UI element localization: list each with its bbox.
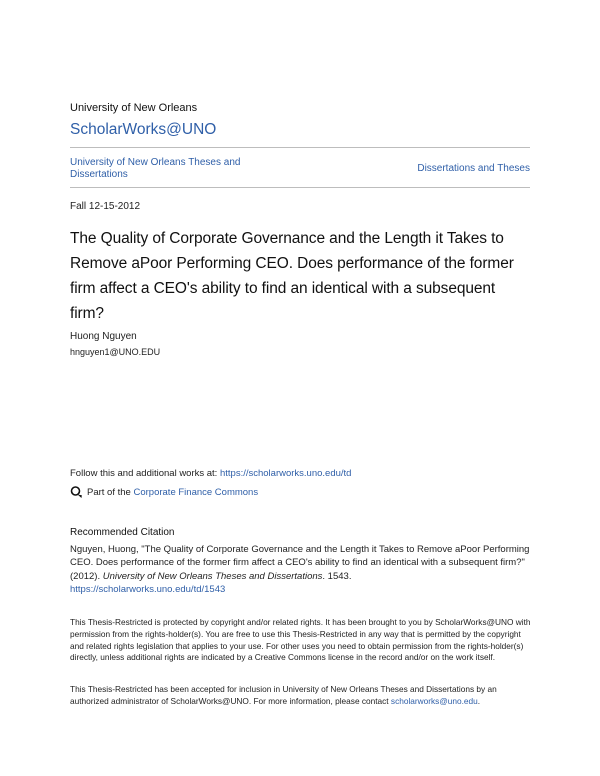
acceptance-notice: [70, 684, 535, 708]
commons-link[interactable]: Corporate Finance Commons: [133, 487, 259, 498]
part-of-label: Part of the: [87, 487, 131, 498]
citation-url-link[interactable]: https://scholarworks.uno.edu/td/1543: [70, 583, 226, 595]
divider-bottom: [70, 187, 530, 188]
contact-email-link[interactable]: scholarworks@uno.edu: [390, 695, 478, 706]
citation-number: . 1543.: [322, 570, 352, 582]
follow-line: [70, 468, 351, 479]
follow-label: Follow this and additional works at:: [70, 468, 220, 479]
publication-date: Fall 12-15-2012: [70, 201, 141, 212]
citation-body: Nguyen, Huong, "The Quality of Corporate Governance and the Length it Takes to Remove aPoor Performing CEO. Does performance of the former firm affect a CEO's ability to find an identical with a subsequent firm?" (2012).: [70, 544, 530, 582]
document-title: The Quality of Corporate Governance and the Length it Takes to Remove aPoor Performing CEO. Does performance of the former firm affect a CEO's ability to find an identical with a subsequent firm?: [70, 230, 514, 322]
repository-link[interactable]: ScholarWorks@UNO: [70, 121, 217, 138]
author-email: hnguyen1@UNO.EDU: [70, 347, 161, 357]
acceptance-text: This Thesis-Restricted has been accepted for inclusion in University of New Orleans Theses and Dissertations by an authorized administrator of ScholarWorks@UNO. For more information, please contact: [70, 684, 497, 706]
follow-url-link[interactable]: https://scholarworks.uno.edu/td: [219, 468, 352, 479]
citation-heading: Recommended Citation: [70, 527, 175, 538]
author-name: Huong Nguyen: [70, 331, 137, 342]
collection-link[interactable]: University of New Orleans Theses and Dissertations: [70, 157, 241, 180]
rights-notice: This Thesis-Restricted is protected by copyright and/or related rights. It has been brought to you by ScholarWorks@UNO with permission from the rights-holder(s). You are free to use this Thesis-Restricted in any way that is permitted by the copyright and related rights legislation that applies to your use. For other uses you need to obtain permission from the rights-holder(s) directly, unless additional rights are indicated by a Creative Commons license in the record and/or on the work itself.: [70, 617, 531, 663]
institution-name: University of New Orleans: [70, 102, 198, 114]
citation-series: University of New Orleans Theses and Dissertations: [102, 570, 323, 582]
citation-text: [70, 543, 535, 596]
series-link[interactable]: Dissertations and Theses: [417, 163, 530, 174]
creative-commons-icon: [70, 486, 83, 499]
part-of-line: [70, 486, 258, 499]
acceptance-period: .: [477, 695, 481, 706]
divider-top: [70, 147, 530, 148]
